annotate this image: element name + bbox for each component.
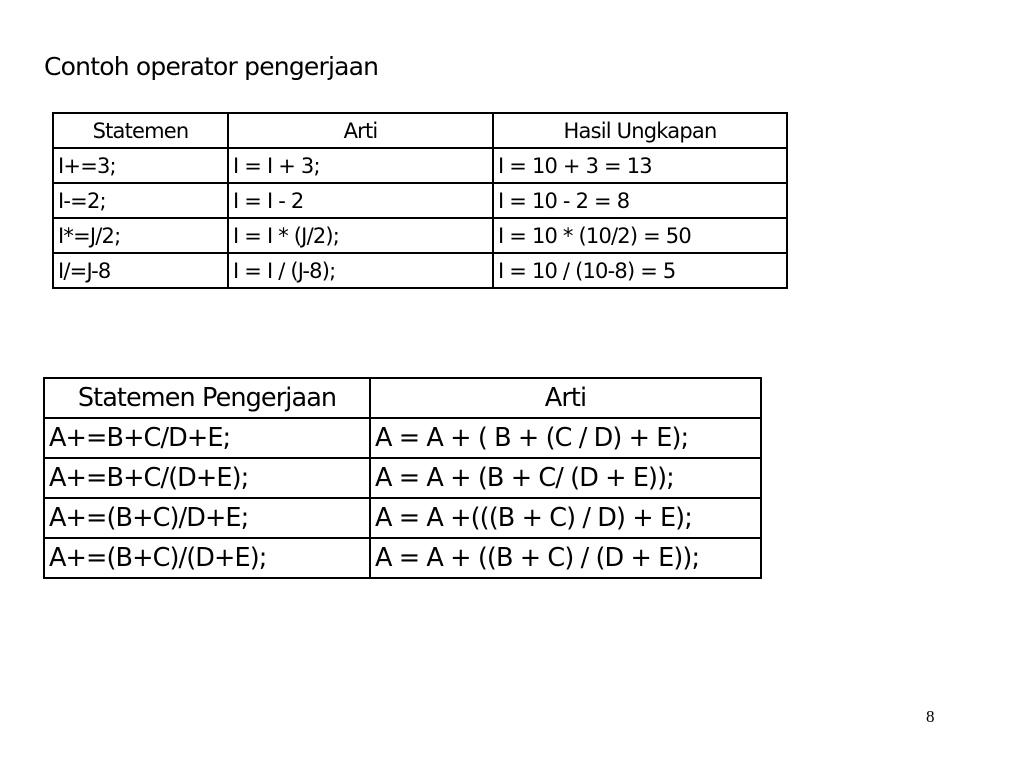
- table-row: [53, 218, 787, 253]
- cell-arti: I = I + 3;: [228, 148, 493, 183]
- header-statemen-pengerjaan: Statemen Pengerjaan: [44, 378, 370, 418]
- header-arti: Arti: [228, 113, 493, 148]
- cell-hasil: I = 10 / (10-8) = 5: [493, 253, 787, 288]
- cell-statemen: I-=2;: [53, 183, 228, 218]
- cell-statemen: I/=J-8: [53, 253, 228, 288]
- header-hasil-ungkapan: Hasil Ungkapan: [493, 113, 787, 148]
- slide-title: Contoh operator pengerjaan: [44, 52, 379, 81]
- table-header-row: [53, 113, 787, 148]
- header-arti: Arti: [370, 378, 761, 418]
- table-row: [53, 183, 787, 218]
- cell-arti: A = A +(((B + C) / D) + E);: [370, 498, 761, 538]
- statement-table: [43, 377, 762, 579]
- header-statemen: Statemen: [53, 113, 228, 148]
- operator-table: [52, 112, 788, 289]
- table-row: [44, 538, 761, 578]
- table-row: [53, 148, 787, 183]
- cell-statemen: A+=B+C/(D+E);: [44, 458, 370, 498]
- table-row: [44, 498, 761, 538]
- cell-statemen: A+=(B+C)/D+E;: [44, 498, 370, 538]
- cell-arti: A = A + ( B + (C / D) + E);: [370, 418, 761, 458]
- page-number: 8: [926, 707, 935, 726]
- cell-arti: I = I - 2: [228, 183, 493, 218]
- cell-arti: A = A + ((B + C) / (D + E));: [370, 538, 761, 578]
- cell-arti: I = I * (J/2);: [228, 218, 493, 253]
- cell-hasil: I = 10 * (10/2) = 50: [493, 218, 787, 253]
- cell-statemen: I*=J/2;: [53, 218, 228, 253]
- cell-arti: A = A + (B + C/ (D + E));: [370, 458, 761, 498]
- table-header-row: [44, 378, 761, 418]
- cell-hasil: I = 10 - 2 = 8: [493, 183, 787, 218]
- cell-statemen: I+=3;: [53, 148, 228, 183]
- table-row: [44, 418, 761, 458]
- cell-hasil: I = 10 + 3 = 13: [493, 148, 787, 183]
- cell-statemen: A+=(B+C)/(D+E);: [44, 538, 370, 578]
- cell-statemen: A+=B+C/D+E;: [44, 418, 370, 458]
- cell-arti: I = I / (J-8);: [228, 253, 493, 288]
- table-row: [44, 458, 761, 498]
- table-row: [53, 253, 787, 288]
